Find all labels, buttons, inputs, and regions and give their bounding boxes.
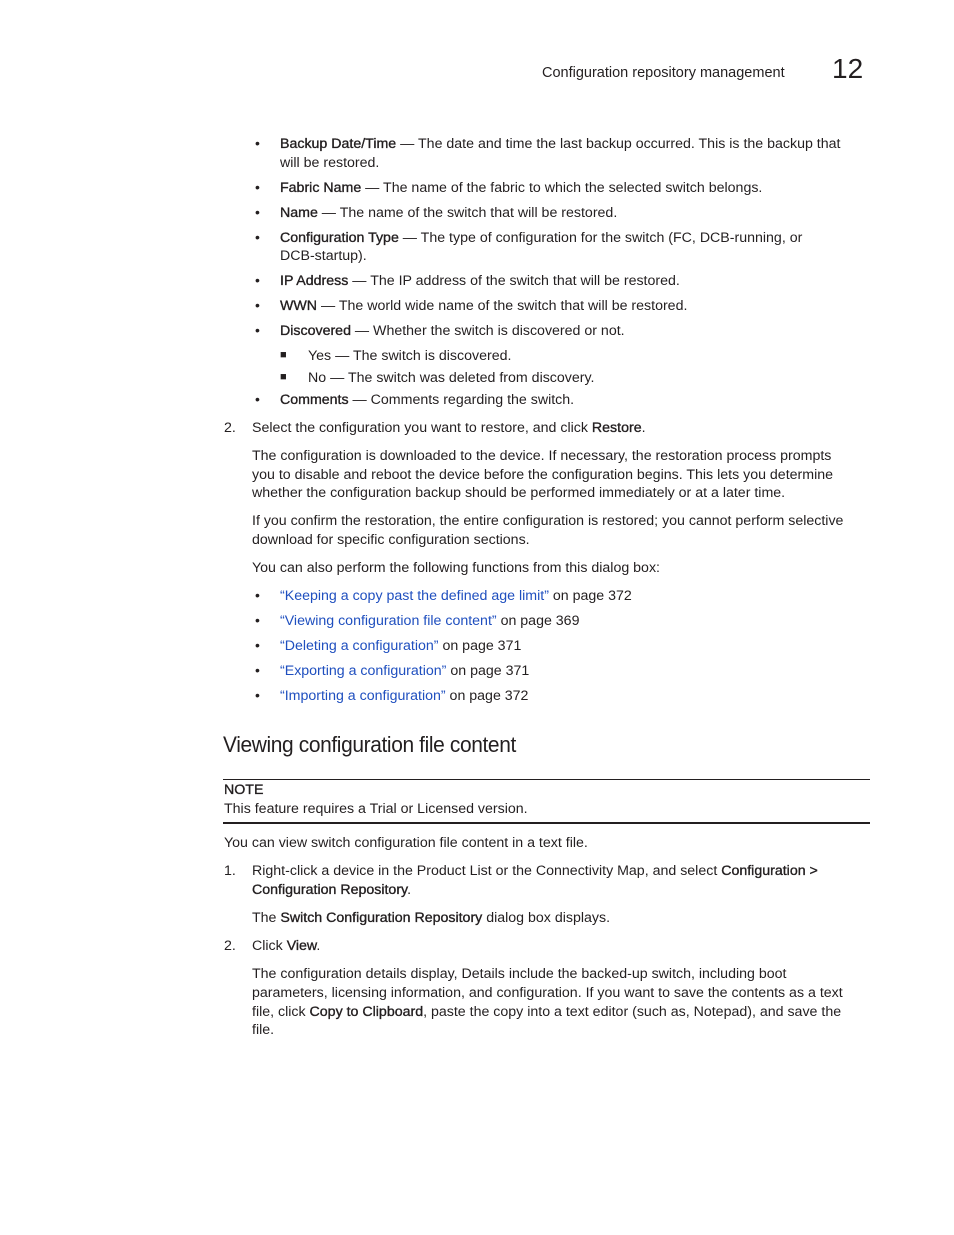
paragraph-line: whether the configuration backup should be performed immediately or at a later time.: [252, 485, 786, 501]
bullet-icon: •: [255, 272, 260, 288]
square-bullet-icon: ■: [280, 349, 287, 361]
xref-link[interactable]: “Viewing configuration file content”: [280, 613, 497, 629]
list-item: [280, 612, 579, 631]
list-item: WWN — The world wide name of the switch that will be restored.: [280, 298, 688, 314]
paragraph-line: If you confirm the restoration, the entire configuration is restored; you cannot perform selective: [252, 513, 844, 529]
bullet-icon: •: [255, 204, 260, 220]
paragraph-line: You can also perform the following functions from this dialog box:: [252, 560, 660, 576]
list-item: Name — The name of the switch that will be restored.: [280, 205, 618, 221]
running-header-title: Configuration repository management: [542, 65, 785, 81]
field-desc: The type of configuration for the switch (FC, DCB-running, or: [420, 230, 803, 246]
step-text: Select the configuration you want to restore, and click Restore.: [252, 420, 646, 436]
field-term: Discovered: [280, 323, 351, 339]
section-heading: Viewing configuration file content: [223, 732, 516, 757]
field-term: Fabric Name: [280, 180, 362, 196]
restore-action: Restore: [591, 420, 642, 436]
bullet-icon: •: [255, 612, 260, 628]
page-ref: on page 371: [446, 663, 530, 679]
field-term: WWN: [280, 298, 318, 314]
xref-link[interactable]: “Importing a configuration”: [280, 688, 446, 704]
dialog-name: Switch Configuration Repository: [280, 910, 483, 926]
field-term: Configuration Type: [280, 230, 399, 246]
bullet-icon: •: [255, 687, 260, 703]
paragraph-line: The configuration is downloaded to the device. If necessary, the restoration process prompts: [252, 448, 832, 464]
copy-to-clipboard-term: Copy to Clipboard: [309, 1004, 424, 1020]
page-ref: on page 369: [496, 613, 580, 629]
field-desc: The name of the switch that will be restored.: [339, 205, 618, 221]
list-item: Comments — Comments regarding the switch.: [280, 392, 575, 408]
field-term: IP Address: [280, 273, 349, 289]
xref-link[interactable]: “Keeping a copy past the defined age limit”: [280, 588, 549, 604]
step-text-cont: Configuration Repository.: [252, 882, 412, 898]
field-term: Backup Date/Time: [280, 136, 397, 152]
list-item: [280, 637, 521, 656]
sub-list-item: No — The switch was deleted from discovery.: [308, 370, 595, 386]
field-desc: The IP address of the switch that will be restored.: [370, 273, 680, 289]
bullet-icon: •: [255, 135, 260, 151]
note-text: This feature requires a Trial or Licensed version.: [224, 801, 528, 817]
bullet-icon: •: [255, 179, 260, 195]
field-desc-cont: will be restored.: [280, 155, 380, 171]
menu-path: Configuration >: [721, 863, 818, 879]
list-item: Backup Date/Time — The date and time the last backup occurred. This is the backup that: [280, 136, 841, 152]
page-ref: on page 372: [445, 688, 529, 704]
list-item: [280, 687, 528, 706]
step-number: 2.: [224, 938, 236, 954]
bullet-icon: •: [255, 229, 260, 245]
note-bottom-rule: [223, 822, 870, 824]
bullet-icon: •: [255, 391, 260, 407]
paragraph-line: file, click Copy to Clipboard, paste the copy into a text editor (such as, Notepad), and save the: [252, 1004, 842, 1020]
bullet-icon: •: [255, 322, 260, 338]
list-item: Configuration Type — The type of configuration for the switch (FC, DCB-running, or: [280, 230, 803, 246]
list-item: IP Address — The IP address of the switch that will be restored.: [280, 273, 680, 289]
list-item: Discovered — Whether the switch is discovered or not.: [280, 323, 625, 339]
list-item: Fabric Name — The name of the fabric to which the selected switch belongs.: [280, 180, 763, 196]
field-desc-cont: DCB-startup).: [280, 248, 367, 264]
step-number: 1.: [224, 863, 236, 879]
field-desc: Whether the switch is discovered or not.: [373, 323, 625, 339]
field-term: Comments: [280, 392, 349, 408]
note-top-rule: [223, 779, 870, 780]
page-ref: on page 371: [438, 638, 522, 654]
bullet-icon: •: [255, 662, 260, 678]
square-bullet-icon: ■: [280, 371, 287, 383]
xref-link[interactable]: “Deleting a configuration”: [280, 638, 439, 654]
list-item: [280, 662, 529, 681]
view-action: View: [286, 938, 317, 954]
field-term: Name: [280, 205, 318, 221]
bullet-icon: •: [255, 587, 260, 603]
chapter-number: 12: [832, 53, 864, 84]
note-label: NOTE: [224, 782, 264, 798]
field-desc: The world wide name of the switch that will be restored.: [338, 298, 688, 314]
field-desc: The date and time the last backup occurred. This is the backup that: [418, 136, 841, 152]
paragraph-line: file.: [252, 1022, 275, 1038]
intro-text: You can view switch configuration file content in a text file.: [224, 835, 588, 851]
step-number: 2.: [224, 420, 236, 436]
step-text: Click View.: [252, 938, 321, 954]
paragraph-line: The configuration details display, Details include the backed-up switch, including boot: [252, 966, 787, 982]
field-desc: Comments regarding the switch.: [370, 392, 575, 408]
list-item: [280, 587, 632, 606]
paragraph-line: parameters, licensing information, and configuration. If you want to save the contents as a text: [252, 985, 843, 1001]
page-ref: on page 372: [548, 588, 632, 604]
paragraph-line: download for specific configuration sections.: [252, 532, 530, 548]
paragraph-line: you to disable and reboot the device before the configuration begins. This lets you determine: [252, 467, 834, 483]
sub-list-item: Yes — The switch is discovered.: [308, 348, 512, 364]
bullet-icon: •: [255, 297, 260, 313]
menu-path: Configuration Repository: [252, 882, 408, 898]
xref-link[interactable]: “Exporting a configuration”: [280, 663, 447, 679]
step-result: The Switch Configuration Repository dialog box displays.: [252, 910, 611, 926]
field-desc: The name of the fabric to which the selected switch belongs.: [383, 180, 763, 196]
step-text: Right-click a device in the Product List or the Connectivity Map, and select Configuration >: [252, 863, 818, 879]
bullet-icon: •: [255, 637, 260, 653]
